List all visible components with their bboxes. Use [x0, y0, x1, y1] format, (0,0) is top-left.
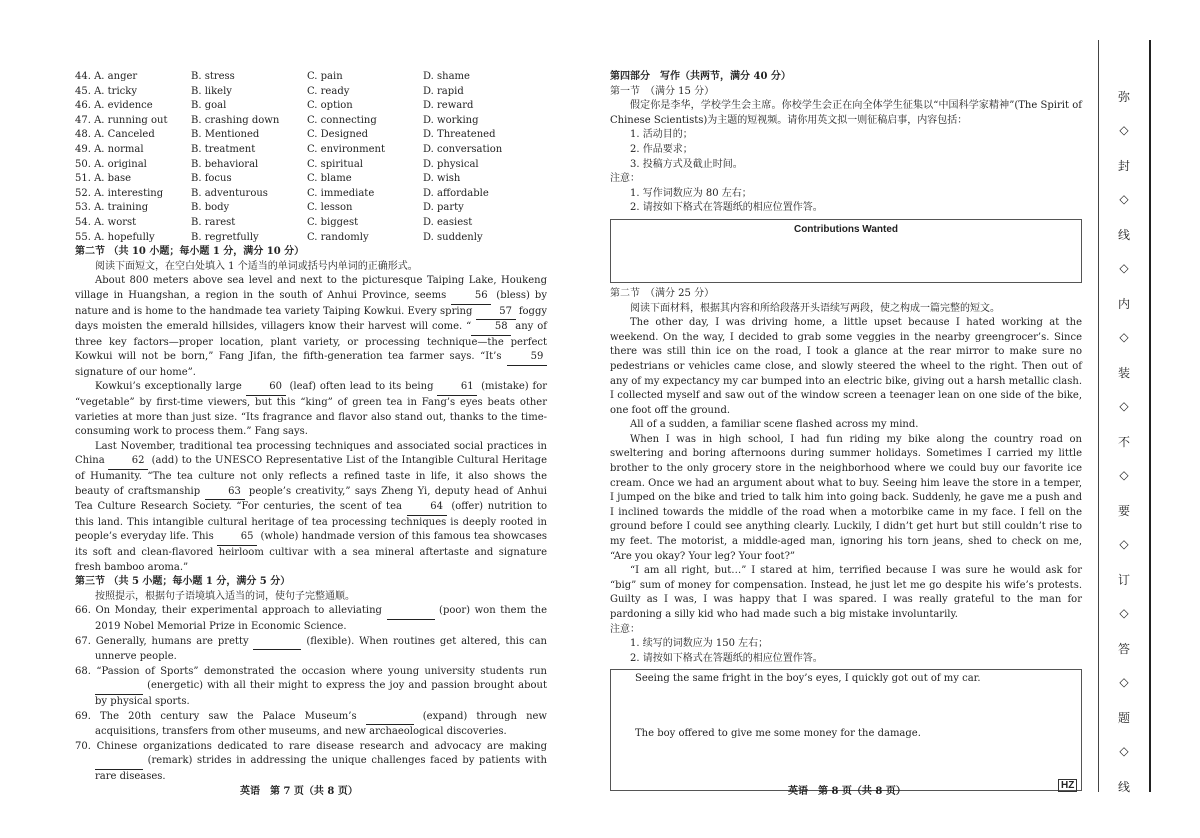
right-column [610, 70, 1082, 795]
note-2: 2. 请按如下格式在答题纸的相应位置作答。 [630, 202, 823, 214]
mcq-option: 54. A. worst [75, 216, 137, 228]
mcq-option: C. ready [307, 85, 350, 97]
part4-title: 第四部分 写作（共两节，满分 40 分） [610, 71, 791, 82]
blank-number: 63 [205, 485, 245, 501]
mcq-option: C. randomly [307, 231, 369, 243]
story-paragraph-2: All of a sudden, a familiar scene flashed across my mind. [630, 419, 919, 431]
mcq-option: D. rapid [423, 85, 464, 97]
binding-char: 要 [1117, 504, 1130, 518]
point-2: 2. 作品要求； [630, 143, 693, 155]
diamond-marker-icon: ◇ [1119, 467, 1129, 482]
story-paragraph-4: “I am all right, but…” I stared at him, terrified because I was sure he would ask for “big” sum of money for compensation. Instead, he just let me go despite his wife’s protests. Guilty as I was, I was happy that I was spared. I was really grateful to the man for pardoning a silly kid who had made such a big mistake involuntarily. [610, 565, 1082, 620]
question-text-start: 68. “Passion of Sports” demonstrated the occasion where young university students run [75, 665, 547, 677]
mcq-option: 52. A. interesting [75, 187, 164, 199]
mcq-option: B. rarest [191, 216, 236, 228]
question-text-end: (expand) through new acquisitions, transfers from other museums, and new archaeological discoveries. [95, 710, 547, 738]
mcq-option: C. biggest [307, 216, 359, 228]
binding-char: 订 [1117, 573, 1130, 587]
passage-text: people’s creativity,” says Zheng Yi, deputy head of Anhui Tea Culture Research Society. “For centuries, the scent of tea [75, 485, 547, 513]
mcq-option: C. option [307, 100, 353, 112]
diamond-marker-icon: ◇ [1119, 260, 1129, 275]
writing-section1-prompt: 假定你是李华，学校学生会主席。你校学生会正在向全体学生征集以“中国科学家精神”(The Spirit of Chinese Scientists)为主题的短视频。请你用英文拟一则征稿启事，内容包括： [610, 100, 1082, 126]
mcq-option: C. immediate [307, 187, 375, 199]
note-label-1: 注意： [610, 173, 640, 185]
answer-blank [387, 604, 435, 620]
passage-paragraph-1 [75, 274, 547, 380]
passage-paragraph-2 [75, 380, 547, 439]
passage-text: signature of our home”. [75, 366, 196, 378]
left-column [75, 70, 547, 785]
passage-text: (whole) handmade version of this famous tea showcases its soft and clean-flavored heirloom cultivar with a sea mineral aftertaste and signature fresh bamboo aroma.” [75, 531, 547, 573]
section2-instructions: 阅读下面短文，在空白处填入 1 个适当的单词或括号内单词的正确形式。 [95, 260, 418, 272]
diamond-marker-icon: ◇ [1119, 674, 1129, 689]
diamond-marker-icon: ◇ [1119, 398, 1129, 413]
answer-blank [95, 679, 143, 695]
mcq-option: B. crashing down [191, 114, 280, 126]
mcq-option: D. reward [423, 100, 474, 112]
blank-number: 62 [108, 454, 148, 470]
mcq-option: D. physical [423, 158, 479, 170]
blank-number: 59 [507, 350, 547, 366]
story-paragraph-3: When I was in high school, I had fun riding my bike along the country road on sweltering and boring afternoons during summer holidays. Sometimes I carried my little brother to the only grocery store in the neighborhood where we could buy our favorite ice cream. Once we had an argument about what to buy. Seeing him leave the store in a temper, I jumped on the bike and tried to talk him into going back. Suddenly, he gave me a push and I inclined towards the middle of the road when a motorbike came in my face. I fell on the ground before I could see anything clearly. Luckily, I didn’t get hurt but still couldn’t rise to my feet. The motorist, a middle-aged man, ignoring his torn jeans, shed to check on me, “Are you okay? Your leg? Your foot?” [610, 433, 1082, 562]
binding-margin [1098, 40, 1151, 792]
question-text-end: (energetic) with all their might to express the joy and passion brought about by physical sports. [95, 680, 547, 707]
question-item [75, 665, 547, 710]
page-footer-left: 英语 第 7 页（共 8 页） [240, 786, 358, 797]
mcq-option: D. suddenly [423, 231, 483, 243]
blank-number: 60 [246, 380, 286, 396]
blank-number: 58 [471, 320, 511, 336]
mcq-option: C. lesson [307, 202, 353, 214]
binding-char: 内 [1117, 297, 1130, 311]
page-footer-right: 英语 第 8 页（共 8 页） [788, 786, 906, 797]
mcq-option: C. pain [307, 71, 343, 82]
answer-box-1 [610, 219, 1082, 283]
question-item [75, 635, 547, 665]
binding-char: 不 [1117, 435, 1130, 449]
question-text-start: 69. The 20th century saw the Palace Museum’s [75, 710, 366, 722]
mcq-option: 46. A. evidence [75, 100, 153, 112]
mcq-option: C. Designed [307, 129, 369, 141]
question-text-end: (flexible). When routines get altered, this can unnerve people. [95, 635, 547, 663]
mcq-option: B. regretfully [191, 231, 259, 243]
diamond-marker-icon: ◇ [1119, 122, 1129, 137]
passage-text: any of three key factors—proper location, plant variety, or processing technique—the perfect Kowkui will not be born,” Fang Jifan, the fifth-generation tea farmer says. “It’s [75, 321, 547, 363]
mcq-option: B. treatment [191, 143, 256, 155]
passage-text: (mistake) for “vegetable” by first-time viewers, but this “king” of green tea in Fang’s eyes beats other varieties at more than just size. “Its fragrance and flavor also stand out, thanks to the time-consuming work to process them.” Fang says. [75, 381, 548, 438]
mcq-option: C. environment [307, 143, 385, 155]
question-text-start: 67. Generally, humans are pretty [75, 635, 254, 647]
mcq-option: B. Mentioned [191, 129, 260, 141]
section3-title: 第三节 （共 5 小题；每小题 1 分，满分 5 分） [75, 576, 291, 588]
diamond-marker-icon: ◇ [1119, 605, 1129, 620]
diamond-marker-icon: ◇ [1119, 743, 1129, 758]
point-1: 1. 活动目的； [630, 129, 693, 141]
answer-box-1-title: Contributions Wanted [793, 223, 899, 235]
note-4: 2. 请按如下格式在答题纸的相应位置作答。 [630, 652, 823, 664]
sentence-questions [75, 604, 547, 784]
writing-section2-title: 第二节 （满分 25 分） [610, 287, 715, 299]
mcq-option: 48. A. Canceled [75, 129, 155, 141]
question-text-end: (remark) strides in addressing the unique challenges faced by patients with rare diseases. [95, 755, 547, 782]
mcq-option: 49. A. normal [75, 143, 144, 155]
mcq-option: 51. A. base [75, 173, 132, 185]
mcq-option: D. affordable [423, 187, 489, 199]
mcq-option: D. Threatened [423, 129, 496, 141]
question-text-start: 70. Chinese organizations dedicated to rare disease research and advocacy are making [75, 740, 547, 752]
answer-blank [366, 710, 414, 726]
blank-number: 56 [451, 289, 491, 305]
mcq-option: B. adventurous [191, 187, 268, 199]
passage-paragraph-3 [75, 440, 547, 575]
mcq-option: D. easiest [423, 216, 473, 228]
passage-text: (add) to the UNESCO Representative List of the Intangible Cultural Heritage of Humanity. “The tea culture not only reflects a refined taste in life, it also shows the beauty of craftsmanship [75, 455, 547, 497]
mcq-option: D. wish [423, 173, 461, 185]
point-3: 3. 投稿方式及截止时间。 [630, 158, 743, 170]
mcq-options-grid [75, 70, 547, 245]
question-item [75, 710, 547, 740]
mcq-option: B. likely [191, 85, 232, 97]
mcq-option: B. focus [191, 173, 232, 185]
continuation-opener-2: The boy offered to give me some money for the damage. [635, 727, 921, 739]
mcq-option: 45. A. tricky [75, 85, 137, 97]
passage-text: (offer) nutrition to this land. This intangible cultural heritage of tea processing techniques is deeply rooted in people’s everyday life. This [75, 501, 547, 543]
continuation-opener-1: Seeing the same fright in the boy’s eyes, I quickly got out of my car. [635, 673, 981, 685]
mcq-option: 50. A. original [75, 158, 147, 170]
mcq-option: 55. A. hopefully [75, 231, 155, 243]
exam-code-badge: HZ [1058, 779, 1077, 792]
answer-blank [95, 754, 143, 770]
writing-section2-instructions: 阅读下面材料，根据其内容和所给段落开头语续写两段，使之构成一篇完整的短文。 [630, 302, 1000, 314]
mcq-option: D. shame [423, 71, 470, 82]
binding-char: 答 [1117, 642, 1130, 656]
blank-number: 57 [476, 305, 516, 321]
question-item [75, 604, 547, 634]
question-text-start: 66. On Monday, their experimental approach to alleviating [75, 605, 387, 617]
passage-text: (bless) by nature and is home to the handmade tea variety Taiping Kowkui. Every spring [75, 289, 547, 317]
mcq-option: C. connecting [307, 114, 377, 126]
blank-number: 65 [217, 530, 257, 546]
mcq-option: B. stress [191, 71, 235, 82]
binding-char: 线 [1117, 780, 1130, 794]
blank-number: 64 [407, 500, 447, 516]
writing-section2-notes [610, 637, 1082, 666]
mcq-option: D. party [423, 202, 464, 214]
answer-blank [253, 635, 301, 651]
mcq-option: C. blame [307, 173, 352, 185]
diamond-marker-icon: ◇ [1119, 329, 1129, 344]
answer-box-2 [610, 669, 1082, 791]
note-3: 1. 续写的词数应为 150 左右； [630, 638, 769, 650]
passage-text: (leaf) often lead to its being [285, 381, 438, 393]
binding-char: 线 [1117, 228, 1130, 242]
passage-text: Kowkui’s exceptionally large [95, 381, 246, 393]
note-label-2: 注意： [610, 623, 640, 635]
mcq-option: D. conversation [423, 143, 503, 155]
blank-number: 61 [437, 380, 477, 396]
binding-char: 装 [1117, 366, 1130, 380]
writing-section1-title: 第一节 （满分 15 分） [610, 85, 715, 97]
passage-text: Last November, traditional tea processing techniques and associated social practices in China [75, 440, 547, 467]
binding-char: 弥 [1117, 90, 1130, 104]
mcq-option: B. behavioral [191, 158, 259, 170]
mcq-option: B. body [191, 202, 230, 214]
writing-section1-points [610, 128, 1082, 172]
mcq-option: 47. A. running out [75, 114, 168, 126]
question-item [75, 740, 547, 785]
mcq-option: B. goal [191, 100, 227, 112]
binding-char: 题 [1117, 711, 1130, 725]
diamond-marker-icon: ◇ [1119, 536, 1129, 551]
section3-instructions: 按照提示，根据句子语境填入适当的词，使句子完整通顺。 [95, 590, 355, 602]
question-text-end: (poor) won them the 2019 Nobel Memorial Prize in Economic Science. [95, 605, 547, 632]
binding-char: 封 [1117, 159, 1130, 173]
writing-section1-notes [610, 187, 1082, 216]
mcq-option: 44. A. anger [75, 71, 138, 82]
passage-text: foggy days moisten the emerald hillsides, villagers know their harvest will come. “ [75, 305, 547, 333]
passage-text: About 800 meters above sea level and next to the picturesque Taiping Lake, Houkeng village in Huangshan, a region in the south of Anhui Province, seems [75, 275, 547, 301]
mcq-option: D. working [423, 114, 479, 126]
section2-title: 第二节 （共 10 小题；每小题 1 分，满分 10 分） [75, 246, 305, 258]
story-paragraph-1: The other day, I was driving home, a little upset because I hated working at the weekend. On the way, I decided to grab some veggies in the nearby greengrocer’s. Since there was still thin ice on the road, I took a glance at the rear mirror to make sure no pedestrians or vehicles came close, and slowly steered the wheel to the right. Then out of any of my expectancy my car bumped into an electric bike, giving out a harsh metallic clash. I collected myself and saw out of the window screen a teenager lean on one side of the bike, one foot off the ground. [610, 317, 1082, 416]
mcq-option: C. spiritual [307, 158, 363, 170]
mcq-option: 53. A. training [75, 202, 149, 214]
note-1: 1. 写作词数应为 80 左右； [630, 187, 752, 199]
diamond-marker-icon: ◇ [1119, 191, 1129, 206]
